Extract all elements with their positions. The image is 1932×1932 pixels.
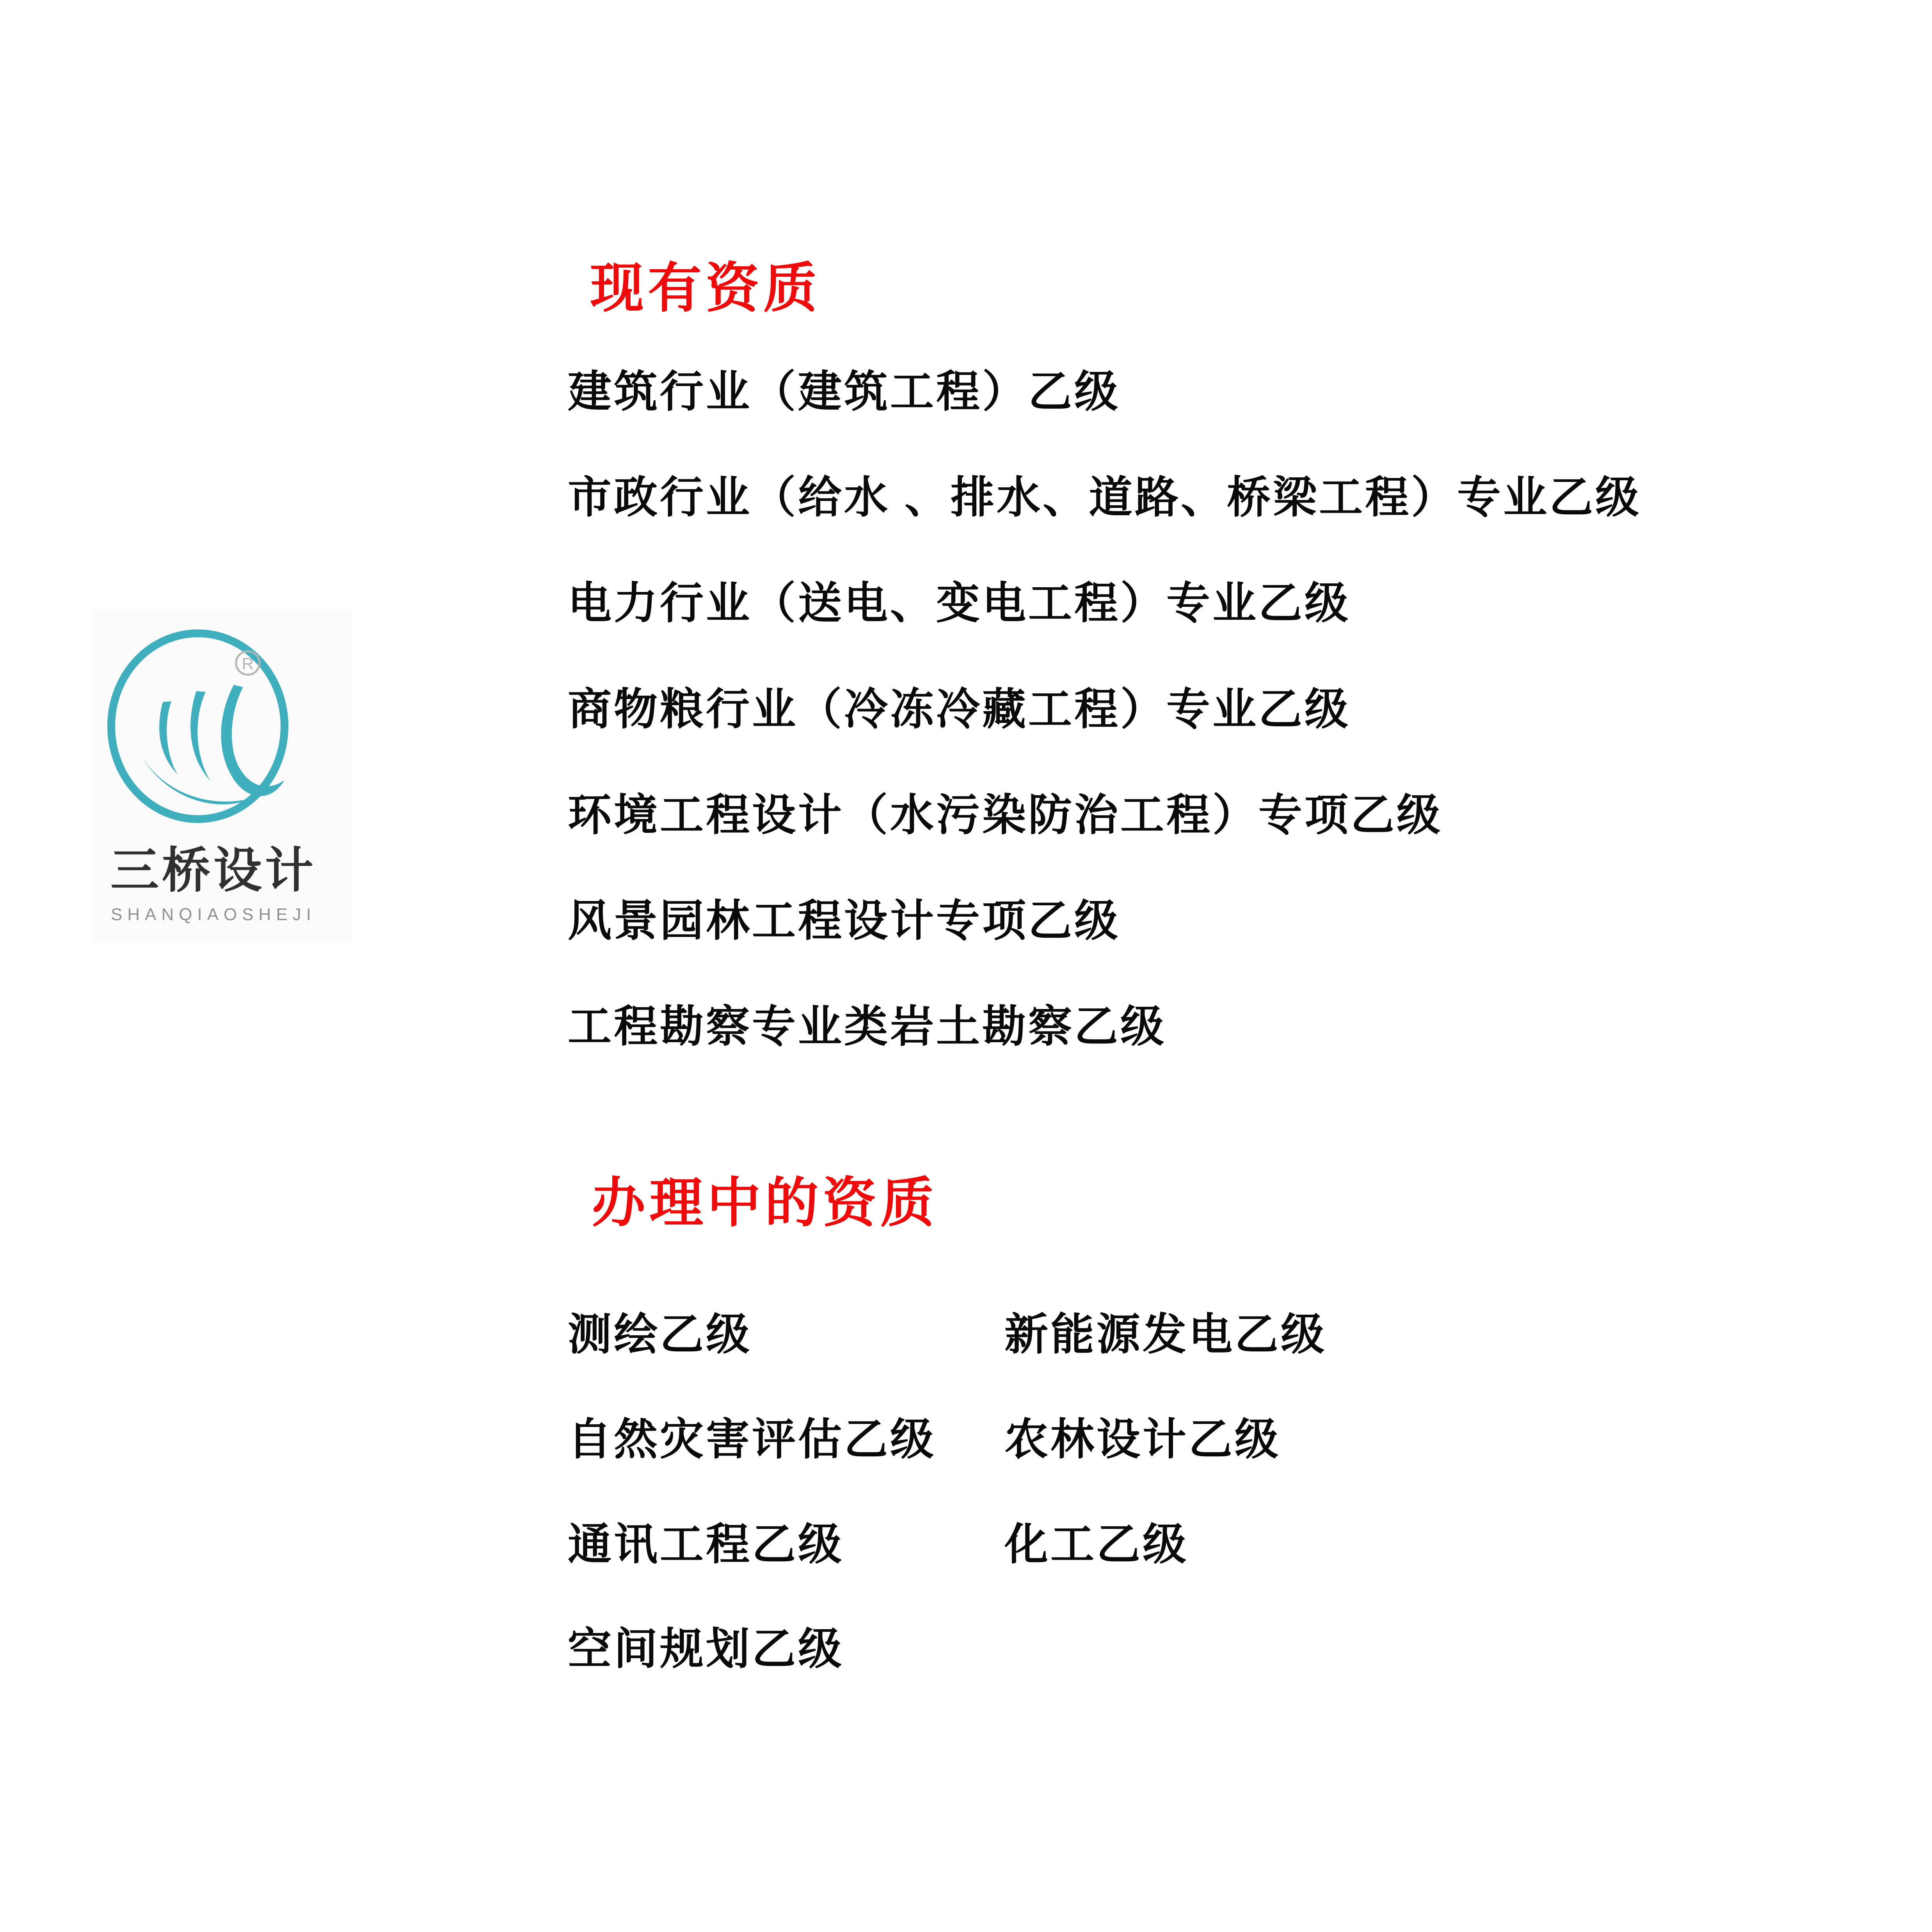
qualification-item: 风景园林工程设计专项乙级 bbox=[568, 896, 1120, 945]
qualification-item: 电力行业（送电、变电工程）专业乙级 bbox=[568, 579, 1351, 627]
brand-name-en: SHANQIAOSHEJI bbox=[111, 905, 316, 924]
company-logo bbox=[92, 610, 351, 943]
brand-name-cn: 三桥设计 bbox=[110, 844, 316, 898]
qualification-cell: 农林设计乙级 bbox=[1004, 1415, 1281, 1464]
wave-circle-logo-icon bbox=[104, 626, 291, 828]
qualification-cell: 化工乙级 bbox=[1004, 1520, 1189, 1569]
qualification-item: 市政行业（给水 、排水、道路、桥梁工程）专业乙级 bbox=[568, 473, 1642, 522]
qualification-cell: 空间规划乙级 bbox=[568, 1625, 844, 1673]
wave-crest-large bbox=[221, 685, 285, 796]
qualification-cell: 测绘乙级 bbox=[568, 1310, 752, 1359]
registered-mark-letter: R bbox=[242, 654, 254, 673]
qualification-cell: 自然灾害评估乙级 bbox=[568, 1415, 936, 1464]
qualification-cell: 新能源发电乙级 bbox=[1004, 1310, 1327, 1359]
wave-crest-small bbox=[159, 701, 178, 775]
qualification-item: 环境工程设计（水污染防治工程）专项乙级 bbox=[568, 791, 1443, 839]
qualification-item: 商物粮行业（冷冻冷藏工程）专业乙级 bbox=[568, 685, 1351, 734]
section-title-inprogress-qualifications: 办理中的资质 bbox=[592, 1173, 938, 1233]
qualification-item: 建筑行业（建筑工程）乙级 bbox=[568, 367, 1120, 416]
wave-crest-medium bbox=[190, 691, 210, 781]
qualification-cell: 通讯工程乙级 bbox=[568, 1520, 844, 1569]
section-title-existing-qualifications: 现有资质 bbox=[590, 258, 821, 318]
qualification-item: 工程勘察专业类岩土勘察乙级 bbox=[568, 1002, 1166, 1051]
